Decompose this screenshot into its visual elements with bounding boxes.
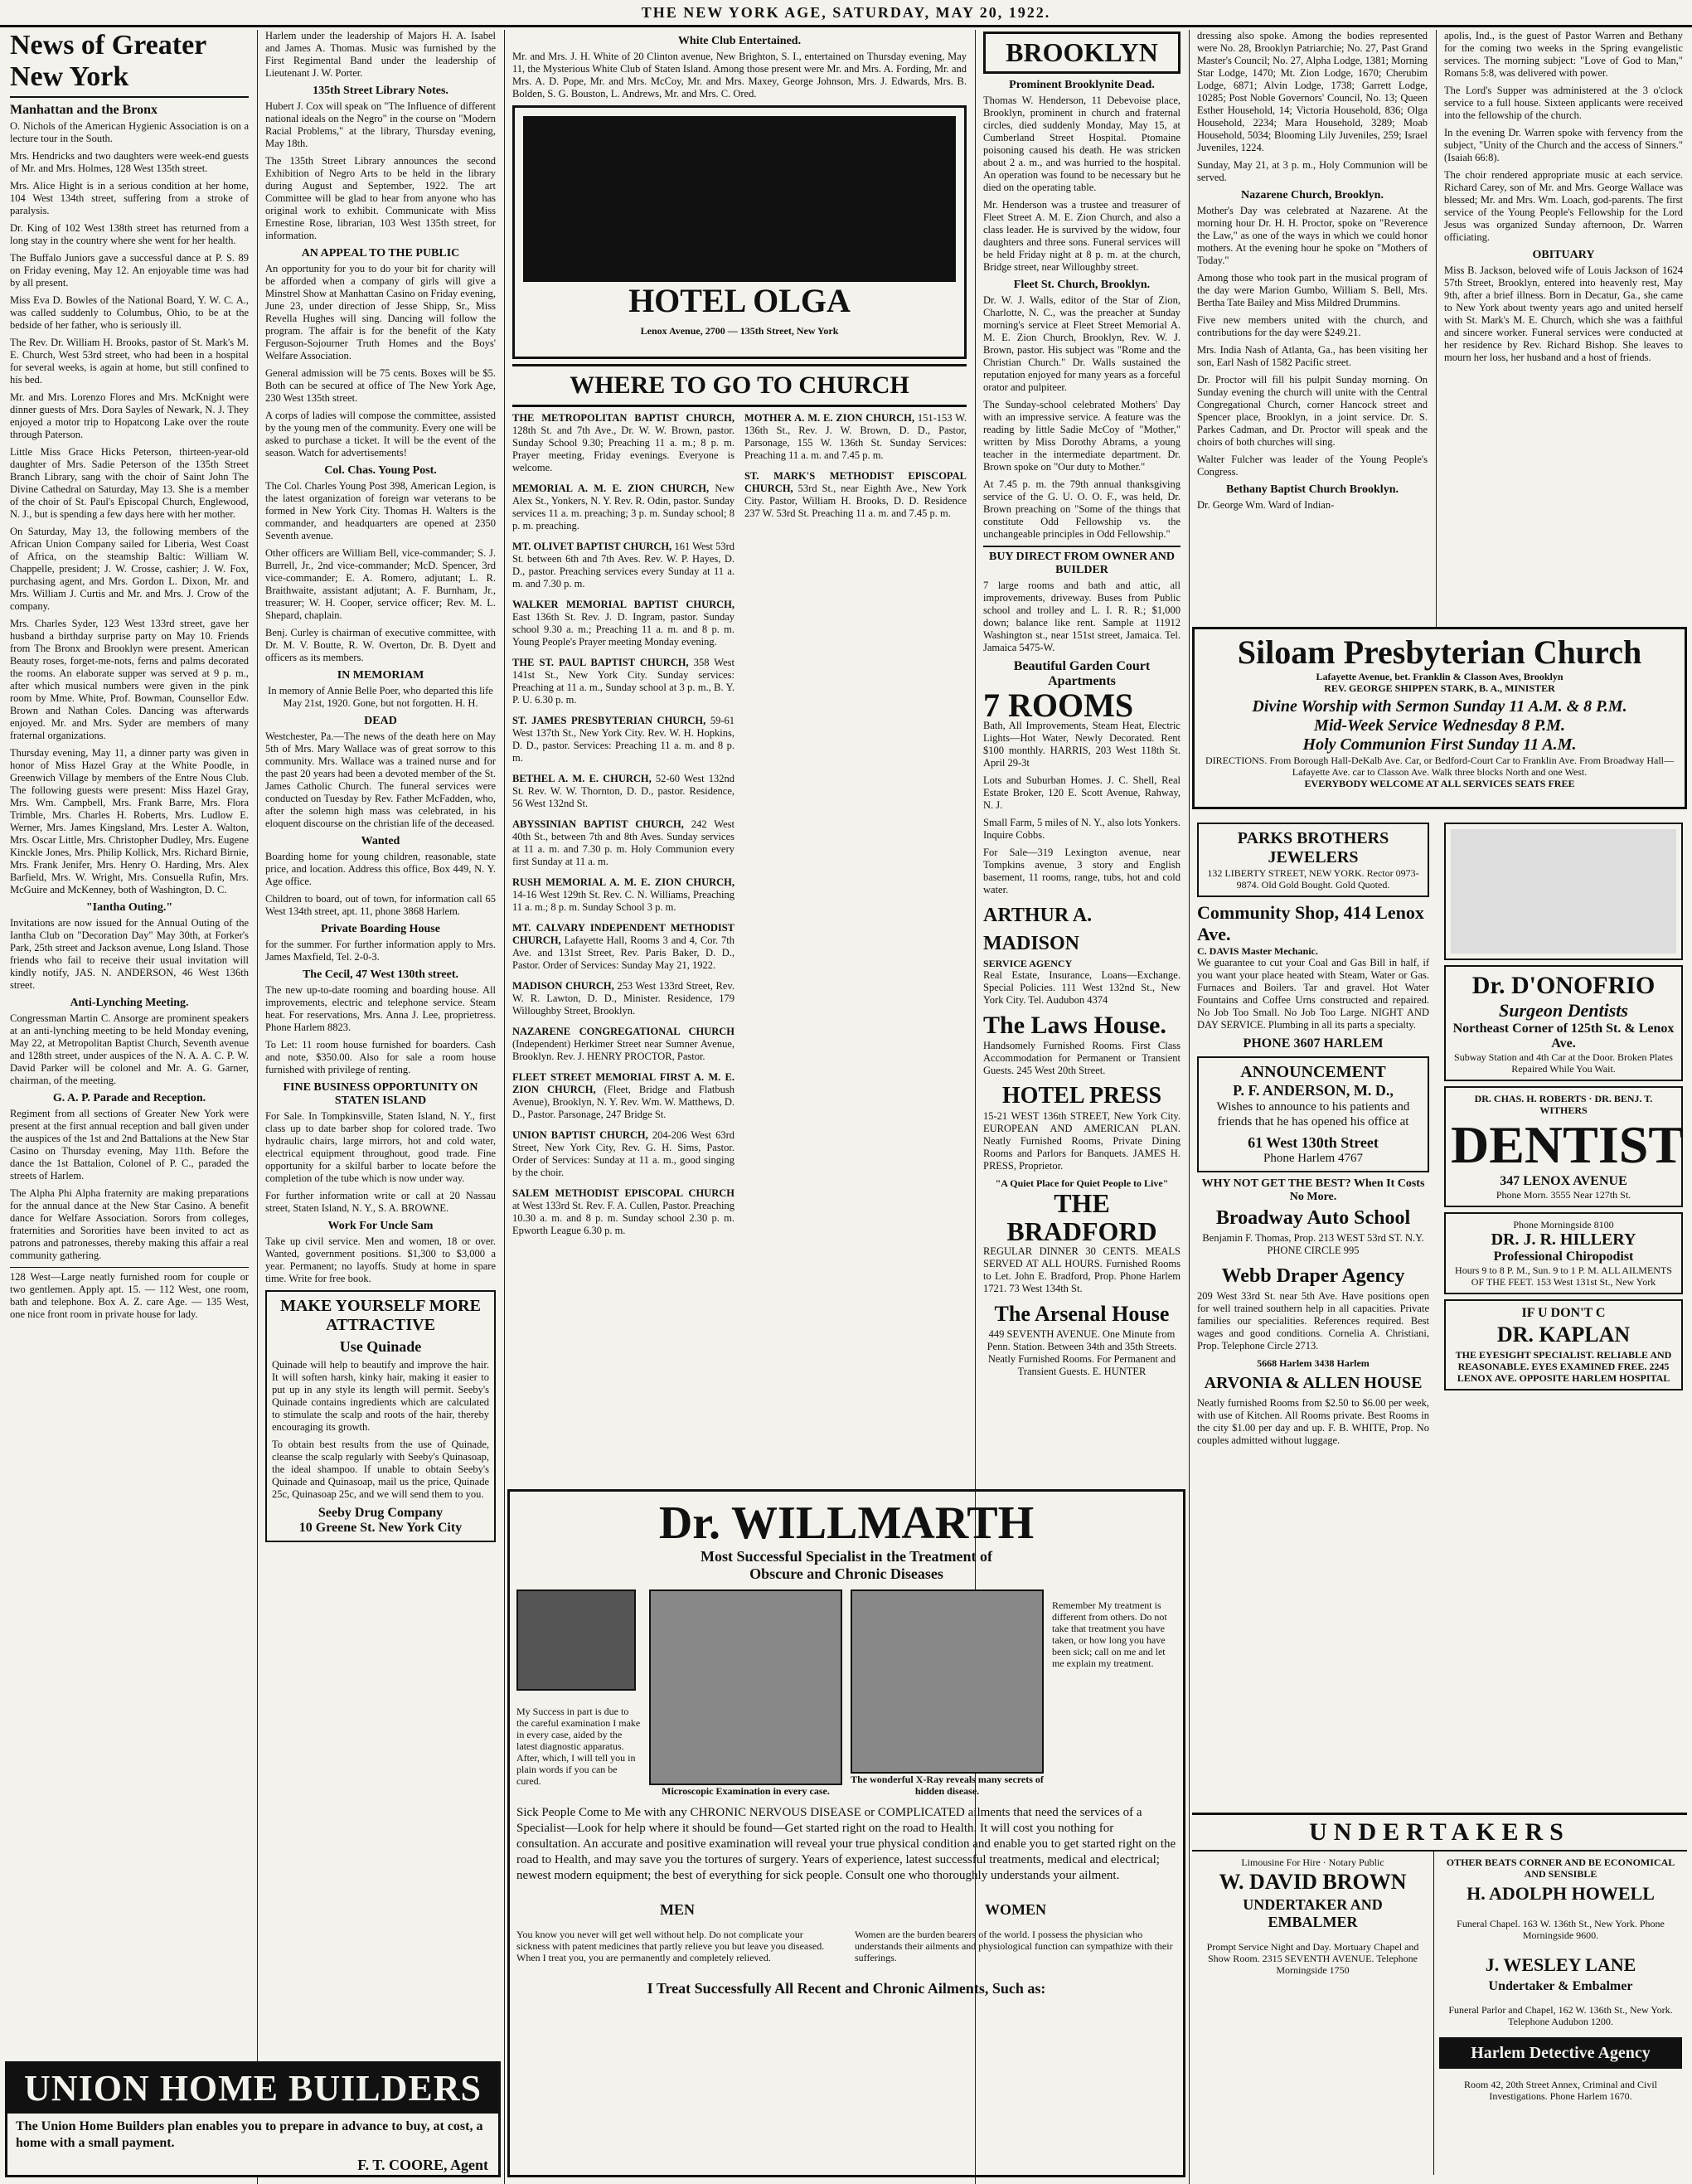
church-listing [512,876,734,914]
news-item: Dr. Proctor will fill his pulpit Sunday morning. On Sunday evening the church will unite with the Central Congregational Church, corner Hancock street and Spencer place, Brooklyn, in a joint service. Dr. S. Parkes Cadman, and Dr. Proctor will speak and the choirs of both churches will sing. [1197,374,1428,448]
ad-subheadline: Use Quinade [339,1338,422,1355]
church-name: ST. MARK'S METHODIST EPISCOPAL CHURCH, [744,470,967,494]
ad-headline: Wanted [361,835,400,847]
church-name: RUSH MEMORIAL A. M. E. ZION CHURCH, [512,876,734,888]
ad-body: 15-21 WEST 136th STREET, New York City. EUROPEAN AND AMERICAN PLAN. Neatly Furnished Rooms, Private Dining Rooms and Parlors for Banquets. JAMES H. PRESS, Proprietor. [983,1110,1181,1172]
men-women-row [516,1896,1176,1973]
ad-phone: Phone Morn. 3555 Near 127th St. [1496,1189,1631,1201]
church-name: THE METROPOLITAN BAPTIST CHURCH, [512,412,734,424]
ad-title: Broadway Auto School [1215,1207,1411,1229]
news-item: Mr. Henderson was a trustee and treasurer of Fleet Street A. M. E. Zion Church, and also a class leader. He is survived by the widow, four daughters and three sons. Funeral services will be held Friday night at 8 p. m. at the church, Bridge street, near Willoughby street. [983,199,1181,273]
church-name: FLEET STREET MEMORIAL FIRST A. M. E. ZION CHURCH, [512,1071,734,1095]
ad-phone: Phone Harlem 4767 [1263,1152,1363,1165]
news-item: Dr. George Wm. Ward of Indian- [1197,499,1335,511]
microscope-illustration [649,1589,842,1785]
ad-company: Seeby Drug Company [318,1506,444,1520]
ad-body: Funeral Parlor and Chapel, 162 W. 136th St., New York. Telephone Audubon 1200. [1448,2004,1673,2027]
news-item: The Col. Charles Young Post 398, American Legion, is the latest organization of foreign war veterans to be formed in New York City. Thomas H. Walters is the commander, and headquarters are opened at 2350 Seventh avenue. [265,480,496,541]
ad-headline: IF U DON'T C [1521,1306,1606,1320]
ad-body: Handsomely Furnished Rooms. First Class Accommodation for Permanent or Transient Guests. 245 West 20th Street. [983,1040,1181,1076]
service-line: Holy Communion First Sunday 11 A.M. [1302,735,1577,754]
ad-title: DENTIST [1451,1115,1684,1174]
ad-title: Webb Draper Agency [1221,1265,1405,1287]
women-heading: WOMEN [985,1901,1046,1918]
directions: DIRECTIONS. From Borough Hall-DeKalb Ave. Car, or Bedford-Court Car to Franklin Ave. From Broadway Hall—Lafayette Ave. car to Classon Ave. Walk three blocks North and one West. [1205,755,1674,778]
article-headline: Fleet St. Church, Brooklyn. [1013,279,1151,291]
news-item: Congressman Martin C. Ansorge are prominent speakers at an anti-lynching meeting to be held Monday evening, May 22, at Metropolitan Baptist Church, Seventh avenue and 128th street, under auspices of the N. A. A. C. P. W. David Parker will be colonel and Mr. A. G. Garner, chairman, of the meeting. [10,1012,249,1086]
service-line: Divine Worship with Sermon Sunday 11 A.M. & 8 P.M. [1252,697,1627,716]
article-headline: G. A. P. Parade and Reception. [52,1092,206,1104]
microscope-block [649,1589,842,1797]
ad-headline: BUY DIRECT FROM OWNER AND BUILDER [983,546,1181,577]
church-details: East 136th St. Rev. J. D. Ingram, pastor. Sunday school 9.30 a. m.; Preaching 11 a. m. and 8 p. m. Young People's Prayer meeting Monday evening. [512,611,734,648]
ad-title: Dr. WILLMARTH [658,1497,1035,1549]
news-item: apolis, Ind., is the guest of Pastor Warren and Bethany for the coming two weeks in the Spring evangelistic services. The morning subject: "Love of God to Man," Romans 5:8, was delivered with power. [1444,30,1683,79]
ad-body: Wishes to announce to his patients and friends that he has opened his office at [1216,1100,1410,1128]
ad-phone: PHONE 3607 HARLEM [1243,1036,1384,1051]
column-greater-new-york [5,30,254,2184]
roberts-withers-dentist-ad [1444,1086,1683,1207]
ad-minister: REV. GEORGE SHIPPEN STARK, B. A., MINISTER [1324,682,1555,694]
newspaper-page [0,30,1692,2184]
ad-body: Prompt Service Night and Day. Mortuary Chapel and Show Room. 2315 SEVENTH AVENUE. Telephone Morningside 1750 [1206,1941,1419,1976]
ad-body: You know you never will get well without help. Do not complicate your sickness with patent medicines that partly relieve you but leave you diseased. When I treat you, you are permanently and completely relieved. [516,1929,825,1963]
ad-address: 61 West 130th Street [1248,1134,1379,1151]
ad-body: We guarantee to cut your Coal and Gas Bill in half, if you want your place heated with Steam, Water or Gas. Furnaces and Boilers. Tar and gravel. Hot Water Fountains and Coffee Urns constructed and repaired. No Job Too Small. No Job Too Large. NIGHT AND DAY SERVICE. Plumbing in all its parts a specialty. [1197,957,1429,1031]
church-listing [512,657,734,706]
classified-ad: For Sale. In Tompkinsville, Staten Island, N. Y., first class up to date barber shop for colored trade. Two hydraulic chairs, large mirrors, hot and cold water, electrical equipment throughout, good trade. Fine opportunity for a skilful barber to locate before the completion of the tube which is now under way. [265,1110,496,1184]
column-rule [1189,30,1190,2184]
anderson-announcement [1197,1056,1429,1172]
ad-subtitle: Obscure and Chronic Diseases [749,1565,943,1582]
church-listing [512,483,734,532]
church-details: 358 West 141st St., New York City. Sunday services: Preaching at 11 a. m., Sunday school at 3 p. m., B. Y. P. U. 6.30 p. m. [512,657,734,706]
undertakers-section [1192,1813,1687,2182]
church-details: (Independent) Herkimer Street near Sumner Avenue, Brooklyn. Rev. J. HENRY PROCTOR, Pastor. [512,1038,734,1062]
ad-address: Lenox Avenue, 2700 — 135th Street, New York [640,325,839,337]
ad-footer: I Treat Successfully All Recent and Chronic Ailments, Such as: [647,1980,1046,1997]
church-listing [512,1129,734,1179]
ad-tagline: "A Quiet Place for Quiet People to Live" [995,1177,1169,1189]
ad-title: J. WESLEY LANE [1485,1954,1636,1975]
ad-title: Harlem Detective Agency [1439,2037,1682,2069]
ad-body: To obtain best results from the use of Quinade, cleanse the scalp regularly with Seeby's Quinasoap, the ideal shampoo. If unable to obtain Seeby's Quinade and Quinasoap, mail us the price, Quinade 25c, Quinasoap 25c, and we will send them to you. [272,1439,489,1500]
news-item: Other officers are William Bell, vice-commander; S. J. Burrell, Jr., 2nd vice-commander; McD. Spencer, 3rd vice-commander; E. A. Romero, adjutant; L. R. Braithwaite, assistant adjutant; A. F. Burnham, Jr., treasurer; W. H. Cooper, service officer; Rev. M. L. Shepard, chaplain. [265,547,496,621]
church-listing [744,412,967,462]
column-brooklyn [978,30,1185,1488]
welcome-line: EVERYBODY WELCOME AT ALL SERVICES SEATS FREE [1304,778,1575,789]
ad-title: PARKS BROTHERS JEWELERS [1237,829,1389,866]
illustration-caption: Microscopic Examination in every case. [662,1785,830,1797]
ad-headline: Work For Uncle Sam [327,1220,434,1232]
ad-address: 347 LENOX AVENUE [1500,1174,1627,1188]
ad-title: UNION HOME BUILDERS [7,2064,498,2114]
article-headline: IN MEMORIAM [337,669,424,682]
church-listing [512,1026,734,1063]
church-name: MEMORIAL A. M. E. ZION CHURCH, [512,483,715,494]
church-name: ABYSSINIAN BAPTIST CHURCH, [512,818,691,830]
hillery-chiropodist-ad [1444,1212,1683,1294]
news-item: The choir rendered appropriate music at each service. Richard Carey, son of Mr. and Mrs. George Wallace was blessed; Mr. and Mrs. Wm. Loach, god-parents. The first service of the Young People's Fellowship for the Lord Jesus was organized Sunday afternoon, Dr. Warren officiating. [1444,169,1683,243]
news-item: Mr. and Mrs. J. H. White of 20 Clinton avenue, New Brighton, S. I., entertained on Thursday evening, May 11, the Mysterious White Club of Staten Island. Among those present were Mr. and Mrs. A. Fording, Mr. and Mrs. A. D. Pope, Mr. and Mrs. McCoy, Mr. and Mrs. Maxey, George Johnson, Mrs. J. Edwards, Mrs. B. Bolden, S. G. Bouston, L. Andrews, Mr. and Mrs. C. Ored. [512,51,967,99]
church-name: THE ST. PAUL BAPTIST CHURCH, [512,657,694,668]
real-estate-ad: Bath, All Improvements, Steam Heat, Electric Lights—Hot Water, Newly Decorated. Rent $100 monthly. HARRIS, 203 West 118th St. April 29-3t [983,720,1181,769]
news-item: Mrs. Alice Hight is in a serious condition at her home, 104 West 134th street, suffering from a stroke of paralysis. [10,180,249,216]
donofrio-dentist-ad [1444,965,1683,1081]
section-subhead: Manhattan and the Bronx [10,103,158,117]
undertaker-ads-right [1434,1852,1687,2175]
undertaker-ads [1192,1852,1687,2175]
church-name: SALEM METHODIST EPISCOPAL CHURCH [512,1187,734,1199]
church-details: 242 West 40th St., between 7th and 8th Aves. Sunday services at 11 a. m. and 7.30 p. m. Holy Communion every first Sunday at 11 a. m. [512,818,734,867]
church-details: 204-206 West 63rd Street, New York City, Rev. G. H. Sims, Pastor. Order of Services: Sunday at 11 a. m., good singing by the choir. [512,1129,734,1178]
ad-subtitle: Lafayette Avenue, bet. Franklin & Classon Aves, Brooklyn [1316,671,1564,682]
news-item: Among those who took part in the musical program of the day were Marion Gumbo, William S. Bell, Mrs. Bertha Tate Bailey and Miss Mildred Drummins. [1197,272,1428,308]
ad-title: HOTEL OLGA [628,282,851,319]
church-name: NAZARENE CONGREGATIONAL CHURCH [512,1026,734,1037]
church-name: UNION BAPTIST CHURCH, [512,1129,652,1141]
ad-big-text: 7 ROOMS [983,687,1134,724]
masthead-title: THE NEW YORK AGE, SATURDAY, MAY 20, 1922. [641,3,1051,21]
news-item: At 7.45 p. m. the 79th annual thanksgiving service of the G. U. O. O. F., was held, Dr. Brown preaching on "Some of the things that constitute Odd Fellowship vs. the unchangeable principles in Odd Fellowship." [983,478,1181,540]
ad-subtitle: SERVICE AGENCY [983,958,1073,969]
church-details: (Fleet, Bridge and Flatbush Avenue), Brooklyn, N. Y. Rev. Wm. W. Matthews, D. D., Pastor. Parsonage, 247 Bridge St. [512,1084,734,1120]
church-name: MOTHER A. M. E. ZION CHURCH, [744,412,918,424]
ad-title: ANNOUNCEMENT [1240,1063,1386,1081]
news-item: The Buffalo Juniors gave a successful dance at P. S. 89 on Friday evening, May 12. An enjoyable time was had by all present. [10,252,249,289]
church-listing [512,1071,734,1121]
ad-body: 132 LIBERTY STREET, NEW YORK. Rector 0973-9874. Old Gold Bought. Gold Quoted. [1207,867,1419,891]
news-item: Miss Eva D. Bowles of the National Board, Y. W. C. A., was called suddenly to Columbus, Ohio, to be at the bedside of her father, who is seriously ill. [10,294,249,331]
church-listing [744,470,967,520]
classified-ad: Take up civil service. Men and women, 18 or over. Wanted, government positions. $1,300 to $3,000 a year. Permanent; no layoffs. Study at home in spare time. Write for free book. [265,1235,496,1284]
church-details: 151-153 W. 136th St., Rev. J. W. Brown, D. D., Pastor, Parsonage, 155 W. 136th St. Sunday Services: Preaching 11 a. m. and 7.45 p. m. [744,412,967,461]
real-estate-ad: For Sale—319 Lexington avenue, near Tompkins avenue, 3 story and English basement, 11 rooms, range, tubs, hot and cold water. [983,847,1181,895]
church-list [512,412,967,1250]
ad-body: My Success in part is due to the careful examination I make in every case, aided by the latest diagnostic apparatus. After, which, I will tell you in plain words if you can be cured. [516,1706,641,1787]
column-right-ads-b [1439,818,1688,1813]
church-details: Lafayette Hall, Rooms 3 and 4, Cor. 7th Ave. and 131st Street, Rev. Paris Baker, D. D., Pastor. Order of Services: Sunday May 21, 1922. [512,934,734,971]
column-rule [1436,30,1437,627]
church-listing [512,412,734,474]
article-headline: Col. Chas. Young Post. [324,464,437,477]
news-item: Thursday evening, May 11, a dinner party was given in honor of Miss Hazel Gray at the White Poodle, in Greenwich Village by members of the Entre Nous Club. The following guests were present: Miss Hazel Gray, Mrs. Wm. Campbell, Mrs. Frank Barre, Mrs. Flora Trimble, Mrs. Charles H. Roberts, Mrs. Ludlow E. Werner, Mrs. James Kingsland, Mrs. Lester A. Walton, Mrs. Oscar Little, Mrs. Christopher Dudley, Mrs. Eugene Kinckle Jones, Mrs. Philip Kollick, Mrs. Richard Birnie, Mrs. Frank Jenifer, Mrs. Henry O. Harding, Mrs. Alex Barfield, Mrs. W. Wright, Mrs. Consuella Rufin, Mrs. McGuire and McKenney, both of Washington, D. C. [10,747,249,895]
ad-title: Dr. D'ONOFRIO [1471,972,1656,999]
real-estate-ad: Small Farm, 5 miles of N. Y., also lots Yonkers. Inquire Cobbs. [983,817,1181,841]
column-brooklyn-continued [1192,30,1433,511]
ad-body: THE EYESIGHT SPECIALIST. RELIABLE AND REASONABLE. EYES EXAMINED FREE. 2245 LENOX AVE. OPPOSITE HARLEM HOSPITAL [1455,1349,1672,1384]
ad-subtitle: Most Successful Specialist in the Treatment of [701,1548,992,1565]
ad-title: DR. J. R. HILLERY [1491,1230,1636,1249]
men-block [516,1896,838,1973]
hotel-photo [523,116,956,282]
news-item: Mother's Day was celebrated at Nazarene. At the morning hour Dr. H. H. Proctor, spoke on "Reverence the Law," as one of the ways in which we could honor mothers. At the evening hour he spoke on "Mothers of Today." [1197,205,1428,266]
news-item: General admission will be 75 cents. Boxes will be $5. Both can be secured at office of The New York Age, 230 West 135th street. [265,367,496,404]
church-details: 59-61 West 137th St., New York City. Rev. W. H. Hopkins, D. D., pastor. Services: Preaching 11 a. m. and 8 p. m. [512,715,734,764]
quinade-ad [265,1290,496,1542]
remember-block [1052,1589,1176,1797]
church-listing [512,818,734,868]
ad-body: Remember My treatment is different from others. Do not take that treatment you have taken, or how long you have been sick; call on me and let me explain my treatment. [1052,1599,1167,1669]
church-details: at West 133rd St. Rev. F. A. Cullen, Pastor. Preaching 10.30 a. m. and 8 p. m. Sunday school 2.30 p. m. Epworth League 6.30 p. m. [512,1200,734,1236]
column-two [260,30,501,2184]
church-details: 161 West 53rd St. between 6th and 7th Aves. Rev. W. P. Hayes, D. D., pastor. Preaching services every Sunday at 11 a. m. and 7.30 p. m. [512,541,734,590]
news-item: O. Nichols of the American Hygienic Association is on a lecture tour in the South. [10,120,249,144]
siloam-church-ad [1192,627,1687,809]
ad-headline: FINE BUSINESS OPPORTUNITY ON STATEN ISLAND [283,1081,478,1107]
illustrations [649,1589,1044,1797]
ad-names: DR. CHAS. H. ROBERTS · DR. BENJ. T. WITHERS [1474,1093,1653,1116]
news-item: Dr. King of 102 West 138th street has returned from a long stay in the country where she went for her health. [10,222,249,246]
church-details: 53rd St., near Eighth Ave., New York City. Pastor, William H. Brooks, D. D. Residence 237 W. 53rd St. Preaching 11 a. m. and 7.45 p. m. [744,483,967,519]
article-headline: Prominent Brooklynite Dead. [1009,79,1155,91]
news-item: A corps of ladies will compose the committee, assisted by the young men of the community. Every one will be asked to purchase a ticket. It will be the event of the season. Watch for advertisements! [265,410,496,459]
kaplan-eyesight-ad [1444,1299,1683,1390]
news-item: Hubert J. Cox will speak on "The Influence of different national ideals on the Negro" in the course on "Modern Racial Problems," at the library, Thursday evening, May 18th. [265,100,496,149]
news-item: Five new members united with the church, and contributions for the day were $249.21. [1197,314,1428,338]
xray-block [851,1589,1044,1797]
ad-title: The Laws House. [983,1012,1166,1039]
article-headline: DEAD [364,715,397,727]
news-item: Westchester, Pa.—The news of the death here on May 5th of Mrs. Mary Wallace was of great sorrow to this community. Mrs. Wallace was a trained nurse and for the past 20 years had been a devoted member of the St. James Catholic Church. The funeral services were conducted on Tuesday by Rev. Father McFadden, who, after the solemn high mass was celebrated, in his eloquent discourse on the christian life of the deceased. [265,730,496,829]
ad-body: REGULAR DINNER 30 CENTS. MEALS SERVED AT ALL HOURS. Furnished Rooms to Let. John E. Bradford, Prop. Phone Harlem 1721. 73 West 134th St. [983,1245,1181,1294]
ad-phone: 5668 Harlem 3438 Harlem [1257,1357,1370,1369]
real-estate-ad: Lots and Suburban Homes. J. C. Shell, Real Estate Broker, 120 E. Scott Avenue, Rahway, N. J. [983,774,1181,811]
news-item: The Sunday-school celebrated Mothers' Day with an impressive service. A feature was the reading by little Sadie McCoy of "Mother," written by Miss Dorothy Abrams, a young teacher in the intermediate department. Dr. Brown spoke on "Our duty to Mother." [983,399,1181,473]
news-item: Regiment from all sections of Greater New York were present at the first annual reception and ball given under the auspices of the 1st and 2nd Battalions at the New Star Casino on Thursday evening, May 11th. Before the dance the 1st Battalion, Colonel of P. C., paraded the streets of Harlem. [10,1108,249,1182]
section-title: News of Greater New York [10,30,249,98]
ad-subtitle: UNDERTAKER AND EMBALMER [1243,1896,1383,1930]
ad-headline: WHY NOT GET THE BEST? When It Costs No More. [1201,1177,1425,1203]
news-item: The Alpha Phi Alpha fraternity are making preparations for the annual dance at the New Star Casino. A benefit dance for Welfare Association. Sorors from colleges, fraternities and Sororities have been invited to act as patrons and patronesses, thereby making this affair a real community gathering. [10,1187,249,1261]
ad-body: Subway Station and 4th Car at the Door. Broken Plates Repaired While You Wait. [1454,1051,1673,1075]
masthead [0,0,1692,27]
women-block [855,1896,1176,1973]
church-name: MT. CALVARY INDEPENDENT METHODIST CHURCH, [512,922,734,946]
church-directory [512,412,967,1250]
ad-body: Real Estate, Insurance, Loans—Exchange. Special Policies. 111 West 132nd St., New York City. Tel. Audubon 4374 [983,969,1181,1006]
news-item: Mrs. Charles Syder, 123 West 133rd street, gave her husband a birthday surprise party on May 10. Friends from The Bronx and Brooklyn were present. American Beauty roses, forget-me-nots, ferns and palms decorated the rooms. An elaborate supper was served at 9 p. m., after which musical numbers were given in the pink room by Mme. White, Prof. Bowman, Counsellor Edw. Brown and Nathan Coles. Dancing was afterwards enjoyed. Mr. and Mrs. Syder are members of many fraternal organizations. [10,618,249,741]
news-item: Little Miss Grace Hicks Peterson, thirteen-year-old daughter of Mrs. Sadie Peterson of the 135th Street Branch Library, sang with the choir of Saint John The Divine Cathedral on Saturday, May 13. She is a member of the choir of St. Paul's Episcopal Church, Englewood, N. J., but is spending a few days here with her mother. [10,446,249,520]
brooklyn-banner: BROOKLYN [983,32,1181,74]
news-item: Thomas W. Henderson, 11 Debevoise place, Brooklyn, prominent in church and fraternal circles, died suddenly Monday, May 15, at Cumberland Street Hospital. Ptomaine poisoning caused his death. He was stricken about 2 a. m., and was hurried to the hospital. An operation was found to be necessary but he died on the operating table. [983,95,1181,193]
church-listing [512,541,734,590]
church-listing [512,773,734,810]
section-title: UNDERTAKERS [1192,1815,1687,1852]
classified-ads: 128 West—Large neatly furnished room for couple or two gentlemen. Apply apt. 15. — 112 West, one room, bath and telephone. Box A. Z. care Age. — 135 West, one nice front room in private house for lady. [10,1267,249,1321]
classified-ad: For further information write or call at 20 Nassau street, Staten Island, N. Y., S. A. BROWNE. [265,1190,496,1214]
xray-illustration [851,1589,1044,1774]
ad-body: 209 West 33rd St. near 5th Ave. Have positions open for well trained southern help in all capacities. Private families our specialities. References required. Best wages and good conditions. Cornelia A. Christiani, Prop. Telephone Circle 2713. [1197,1290,1429,1352]
dentist-sketch [1444,823,1683,960]
news-item: The Lord's Supper was administered at the 3 o'clock service to a full house. Sixteen applicants were received into the fellowship of the church. [1444,85,1683,121]
portrait-block [516,1589,641,1797]
ad-headline: Private Boarding House [321,923,440,935]
church-listing [512,1187,734,1237]
ad-headline: The Cecil, 47 West 130th street. [302,968,459,981]
church-details: 52-60 West 132nd St. Rev. W. W. Thornton, D. D., pastor. Residence, 56 West 132nd St. [512,773,734,809]
ad-title: HOTEL PRESS [1001,1083,1162,1109]
ad-body: Quinade will help to beautify and improve the hair. It will soften harsh, kinky hair, making it easier to put up in any style its length will permit. Seeby's Quinade contains ingredients which are calculated to stimulate the scalp and roots of the hair, thereby encouraging its growth. [272,1359,489,1433]
article-headline: Bethany Baptist Church Brooklyn. [1226,483,1399,496]
ad-subtitle: Surgeon Dentists [1499,1000,1628,1021]
church-details: 253 West 133rd Street, Rev. W. R. Lawton, D. D., Minister. Residence, 179 Willoughby Street, Brooklyn. [512,980,734,1017]
church-name: MT. OLIVET BAPTIST CHURCH, [512,541,675,552]
news-item: dressing also spoke. Among the bodies represented were No. 28, Brooklyn Patriarchie; No. 27, Past Grand Master's Council; No. 27, Alpha Lodge, 1381; Morning Star Lodge, 1470; Mt. Zion Lodge, 1670; Cherubim Lodge, 6871; Alvin Lodge, 1738; Garrett Lodge, 10285; Post Noble Governors' Council, No. 13; Queen Esther Household, 14; Victoria Household, 836; Olga Household, 2234; Mara Household, 3289; Moab Household, 5034; Blooming Lily Juveniles, 259; Israel Juveniles, 1224. [1197,30,1428,153]
article-headline: 135th Street Library Notes. [313,85,448,97]
ad-address: 10 Greene St. New York City [298,1521,463,1535]
ad-body: The Union Home Builders plan enables you to prepare in advance to buy, at cost, a home with a small payment. [16,2119,483,2150]
news-item: Mr. and Mrs. Lorenzo Flores and Mrs. McKnight were dinner guests of Mrs. Dora Sayles of Newark, N. J. They enjoyed a motor trip to Hopatcong Lake over the route through Paterson. [10,391,249,440]
article-headline: Anti-Lynching Meeting. [70,997,189,1009]
classified-ad: The new up-to-date rooming and boarding house. All improvements, electric and telephone service. Steam heat. For reservations, Mrs. Anna J. Lee, proprietress. Phone Harlem 8823. [265,984,496,1033]
ad-body: Sick People Come to Me with any CHRONIC NERVOUS DISEASE or COMPLICATED ailments that need the services of a Specialist—Look for help where it should be found—Get started right on the road to Health. It will cost you nothing for consultation. An accurate and positive examination will reveal your true physical condition and enable you to get started right on the road to Health, and may save you the tortures of surgery. Years of experience, latest successful treatments, medical and electrical; newest modern equipment; the best of everything for sick people. Consult one who thoroughly understands your ailment. [516,1806,1176,1882]
ad-headline: Beautiful Garden Court Apartments [1013,659,1151,688]
ad-name: P. F. ANDERSON, M. D., [1233,1082,1394,1099]
news-item: On Saturday, May 13, the following members of the African Union Company sailed for Liberia, West Coast of Africa, on the steamship Baltic: William W. Chappelle, president; J. W. Crosse, cashier; J. W. Fox, purchasing agent, and Mrs. Gordon L. Dixon, Mr. and Mrs. William J. Curtis and Mr. and Mrs. J. Crow of the company. [10,526,249,612]
classified-ad: Boarding home for young children, reasonable, state price, and location. Address this office, Box 449, N. Y. Age office. [265,851,496,887]
article-headline: OBITUARY [1532,249,1595,261]
church-name: BETHEL A. M. E. CHURCH, [512,773,656,784]
article-headline: Nazarene Church, Brooklyn. [1241,189,1384,201]
ad-title: H. ADOLPH HOWELL [1467,1883,1655,1904]
news-item: Mrs. Hendricks and two daughters were week-end guests of Mr. and Mrs. Holmes, 128 West 135th street. [10,150,249,174]
ad-body: Hours 9 to 8 P. M., Sun. 9 to 1 P. M. ALL AILMENTS OF THE FEET. 153 West 131st St., New York [1455,1264,1672,1288]
ad-tagline: OTHER BEATS CORNER AND BE ECONOMICAL AND SENSIBLE [1446,1856,1675,1880]
parks-brothers-ad [1197,823,1429,897]
ad-phone: Phone Morningside 8100 [1513,1219,1614,1230]
church-listing [512,599,734,648]
column-right-edge [1439,30,1688,378]
ad-title: W. DAVID BROWN [1219,1870,1407,1894]
real-estate-ad: 7 large rooms and bath and attic, all improvements, driveway. Buses from Public school and trolley and L. I. R. R.; $1,000 down; balance like rent. Sample at 11912 Washington st., near 151st street, Jamaica. Tel. Jamaica 5475-W. [983,580,1181,653]
news-item: Harlem under the leadership of Majors H. A. Isabel and James A. Thomas. Music was furnished by the First Regimental Band under the leadership of Lieutenant J. W. Porter. [265,30,496,79]
w-david-brown-ad [1192,1852,1434,2175]
news-item: An opportunity for you to do your bit for charity will be afforded when a company of girls will give a Minstrel Show at Manhattan Casino on Friday evening, June 23, under direction of Jesse Shipp, Sr., Miss Revella Hughes will sing. Dancing will follow the program. The affair is for the benefit of the Katy Ferguson-Sojourner Truth Homes and the Boys' Welfare Association. [265,263,496,362]
column-right-ads-a [1192,818,1434,1813]
ad-illustration-row [516,1589,1176,1797]
ad-title: Community Shop, 414 Lenox Ave. [1197,902,1424,944]
news-item: In the evening Dr. Warren spoke with fervency from the subject, "Unity of the Church and the access of Sinners." (Isaiah 66:8). [1444,127,1683,163]
article-headline: AN APPEAL TO THE PUBLIC [301,247,460,260]
ad-subtitle: C. DAVIS Master Mechanic. [1197,945,1318,957]
church-listing [512,715,734,764]
illustration [1451,829,1676,954]
hotel-olga-ad [512,105,967,359]
ad-title: The Arsenal House [994,1302,1170,1326]
column-rule [257,30,258,2184]
ad-headline: MAKE YOURSELF MORE ATTRACTIVE [280,1297,481,1334]
church-directory-banner: WHERE TO GO TO CHURCH [512,364,967,407]
doctor-portrait [516,1589,636,1691]
ad-subtitle: Professional Chiropodist [1493,1250,1634,1264]
ad-title: ARVONIA & ALLEN HOUSE [1204,1374,1423,1392]
news-item: Invitations are now issued for the Annual Outing of the Iantha Club on "Decoration Day" May 30th, at Forker's Park, 25th street and Jackson avenue, Long Island. Those friends who fail to receive their usual invitation will kindly notify, JAS. N. ANDERSON, 46 West 136th street. [10,917,249,991]
dr-willmarth-ad [507,1489,1185,2177]
ad-body: 449 SEVENTH AVENUE. One Minute from Penn. Station. Between 34th and 35th Streets. Neatly Furnished Rooms. For Permanent and Transient Guests. E. HUNTER [987,1328,1177,1377]
ad-address: Northeast Corner of 125th St. & Lenox Ave. [1452,1022,1675,1051]
column-rule [504,30,505,2184]
news-item: Sunday, May 21, at 3 p. m., Holy Communion will be served. [1197,159,1428,183]
memorial-notice: In memory of Annie Belle Poer, who departed this life May 21st, 1920. Gone, but not forgotten. H. H. [268,685,493,709]
news-item: Benj. Curley is chairman of executive committee, with Dr. M. V. Boutte, R. W. Overton, Dr. B. Dyett and officers as its members. [265,627,496,663]
classified-ad: Children to board, out of town, for information call 65 West 134th street, apt. 11, phone 3868 Harlem. [265,893,496,917]
obituary: Miss B. Jackson, beloved wife of Louis Jackson of 1624 57th Street, Brooklyn, entered into heavenly rest, May 9th, after a brief illness. Born in Decatur, Ga., she came to New York about twenty years ago and united herself with St. Mark's M. E. Church, which she was a faithful and sincere worker. Funeral services were conducted at her residence by Rev. Richard Bishop. She leaves to mourn her loss, her husband and a host of friends. [1444,265,1683,363]
ad-body: Benjamin F. Thomas, Prop. 213 WEST 53rd ST. N.Y. PHONE CIRCLE 995 [1202,1232,1424,1256]
ad-body: Funeral Chapel. 163 W. 136th St., New York. Phone Morningside 9600. [1457,1918,1665,1941]
news-item: Mrs. India Nash of Atlanta, Ga., has been visiting her son, Earl Nash of 1582 Pacific street. [1197,344,1428,368]
ad-body: Women are the burden bearers of the world. I possess the physician who understands their ailments and physiological function can sympathize with their sufferings. [855,1929,1173,1963]
church-name: MADISON CHURCH, [512,980,618,992]
news-item: Walter Fulcher was leader of the Young People's Congress. [1197,454,1428,478]
ad-agent: F. T. COORE, Agent [357,2157,488,2173]
church-name: ST. JAMES PRESBYTERIAN CHURCH, [512,715,710,726]
ad-tagline: Limousine For Hire · Notary Public [1241,1856,1384,1868]
church-details: 128th St. and 7th Ave., Dr. W. W. Brown, pastor. Sunday School 9.30; Preaching 11 a. m.; 8 p. m. Prayer meeting, Friday evenings. Everyone is welcome. [512,425,734,473]
article-headline: "Iantha Outing." [85,901,173,914]
classified-ad: To Let: 11 room house furnished for boarders. Cash and note, $350.00. Also for sale a room house furnished with privilege of renting. [265,1039,496,1075]
ad-title: DR. KAPLAN [1496,1323,1631,1347]
men-heading: MEN [660,1901,695,1918]
ad-subtitle: Undertaker & Embalmer [1488,1979,1633,1993]
article-headline: White Club Entertained. [677,35,802,47]
ad-body: Neatly furnished Rooms from $2.50 to $6.00 per week, with use of Kitchen. All Rooms private. Best Rooms in the city $1.00 per day and up. F. B. WHITE, Prop. No couples admitted without luggage. [1197,1397,1429,1446]
church-details: New Alex St., Yonkers, N. Y. Rev. R. Odin, pastor. Sunday services 11 a. m. preaching; 3 p. m. Sunday school; 8 p. m. preaching. [512,483,734,531]
ad-body: Room 42, 20th Street Annex, Criminal and Civil Investigations. Phone Harlem 1670. [1464,2079,1657,2102]
church-details: 14-16 West 129th St. Rev. C. N. Williams, Preaching 11 a. m.; 8 p. m. Sunday School 3 p. m. [512,889,734,913]
ad-title: Siloam Presbyterian Church [1237,633,1642,671]
news-item: The Rev. Dr. William H. Brooks, pastor of St. Mark's M. E. Church, West 53rd street, who had been in a hospital for several weeks, is again at home, but still confined to his bed. [10,337,249,386]
ad-title: THE BRADFORD [1006,1188,1157,1246]
church-listing [512,922,734,972]
news-item: The 135th Street Library announces the second Exhibition of Negro Arts to be held in the library during August and September, 1922. The art Committee will be glad to hear from anyone who has original work to exhibit. Communicate with Miss Ernestine Rose, librarian, 103 West 135th street, for information. [265,155,496,241]
church-listing [512,980,734,1017]
church-name: WALKER MEMORIAL BAPTIST CHURCH, [512,599,734,610]
service-line: Mid-Week Service Wednesday 8 P.M. [1314,716,1565,735]
ad-title: ARTHUR A. MADISON [983,905,1093,954]
union-home-builders-ad [5,2061,501,2177]
illustration-caption: The wonderful X-Ray reveals many secrets of hidden disease. [851,1774,1044,1797]
classified-ad: for the summer. For further information apply to Mrs. James Maxfield, Tel. 2-0-3. [265,939,496,963]
news-item: Dr. W. J. Walls, editor of the Star of Zion, Charlotte, N. C., was the preacher at Sunday morning's service at Fleet Street Memorial A. M. E. Zion Church, Brooklyn, Rev. W. J. Brown, pastor. His subject was "Rome and the Christian Church." Dr. Walls sustained the reputation enjoyed for many years as a forceful orator and pulpiteer. [983,294,1181,393]
